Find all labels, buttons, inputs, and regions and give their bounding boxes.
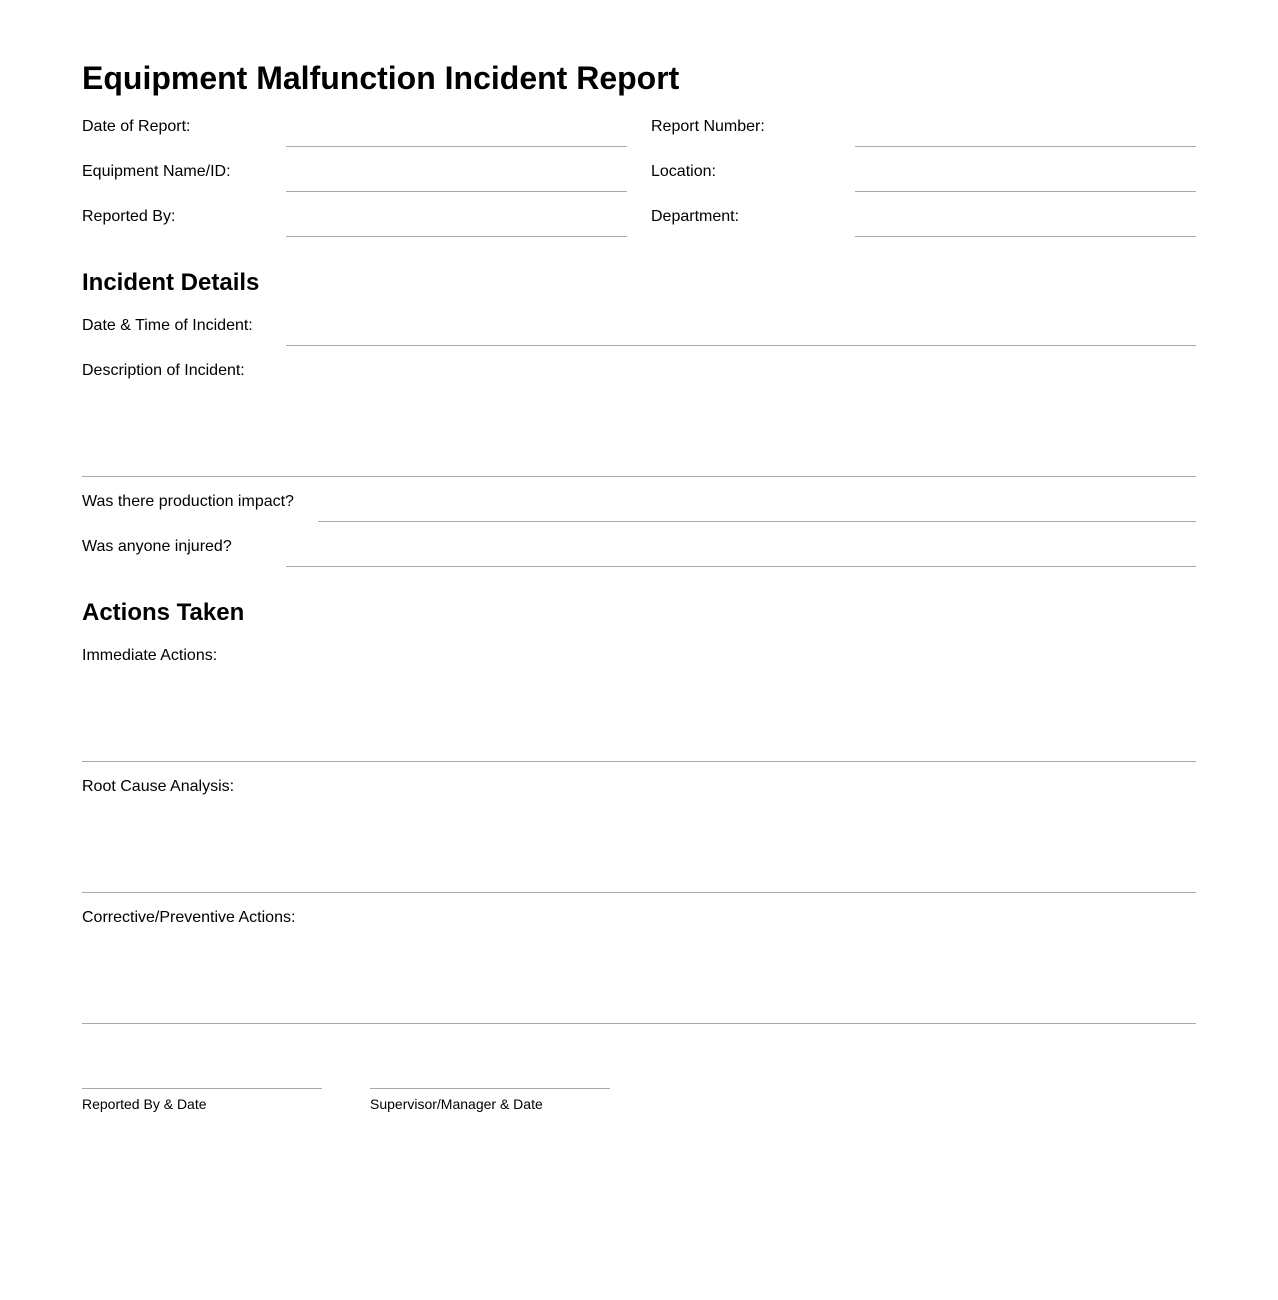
root-cause-analysis-label: Root Cause Analysis: [82,778,235,795]
reported-by-field[interactable] [286,200,627,237]
reported-by-label: Reported By: [82,208,176,225]
date-time-of-incident-label: Date & Time of Incident: [82,317,253,334]
report-number-field[interactable] [855,110,1196,147]
description-of-incident-label: Description of Incident: [82,362,245,379]
reported-by-signature-label: Reported By & Date [82,1096,207,1112]
department-field[interactable] [855,200,1196,237]
description-of-incident-field[interactable] [82,384,1196,477]
corrective-actions-field[interactable] [82,931,1196,1024]
location-field[interactable] [855,155,1196,192]
date-time-of-incident-field[interactable] [286,309,1196,346]
page-title: Equipment Malfunction Incident Report [82,60,680,96]
supervisor-signature-label: Supervisor/Manager & Date [370,1096,543,1112]
date-of-report-label: Date of Report: [82,118,191,135]
report-number-label: Report Number: [651,118,765,135]
immediate-actions-field[interactable] [82,669,1196,762]
corrective-actions-label: Corrective/Preventive Actions: [82,909,296,926]
reported-by-signature-line[interactable] [82,1088,322,1089]
immediate-actions-label: Immediate Actions: [82,647,218,664]
production-impact-label: Was there production impact? [82,493,294,510]
root-cause-analysis-field[interactable] [82,800,1196,893]
incident-details-heading: Incident Details [82,269,260,296]
anyone-injured-field[interactable] [286,530,1196,567]
anyone-injured-label: Was anyone injured? [82,538,232,555]
department-label: Department: [651,208,740,225]
location-label: Location: [651,163,716,180]
supervisor-signature-line[interactable] [370,1088,610,1089]
production-impact-field[interactable] [318,485,1196,522]
date-of-report-field[interactable] [286,110,627,147]
actions-taken-heading: Actions Taken [82,599,245,626]
equipment-name-field[interactable] [286,155,627,192]
equipment-name-label: Equipment Name/ID: [82,163,231,180]
